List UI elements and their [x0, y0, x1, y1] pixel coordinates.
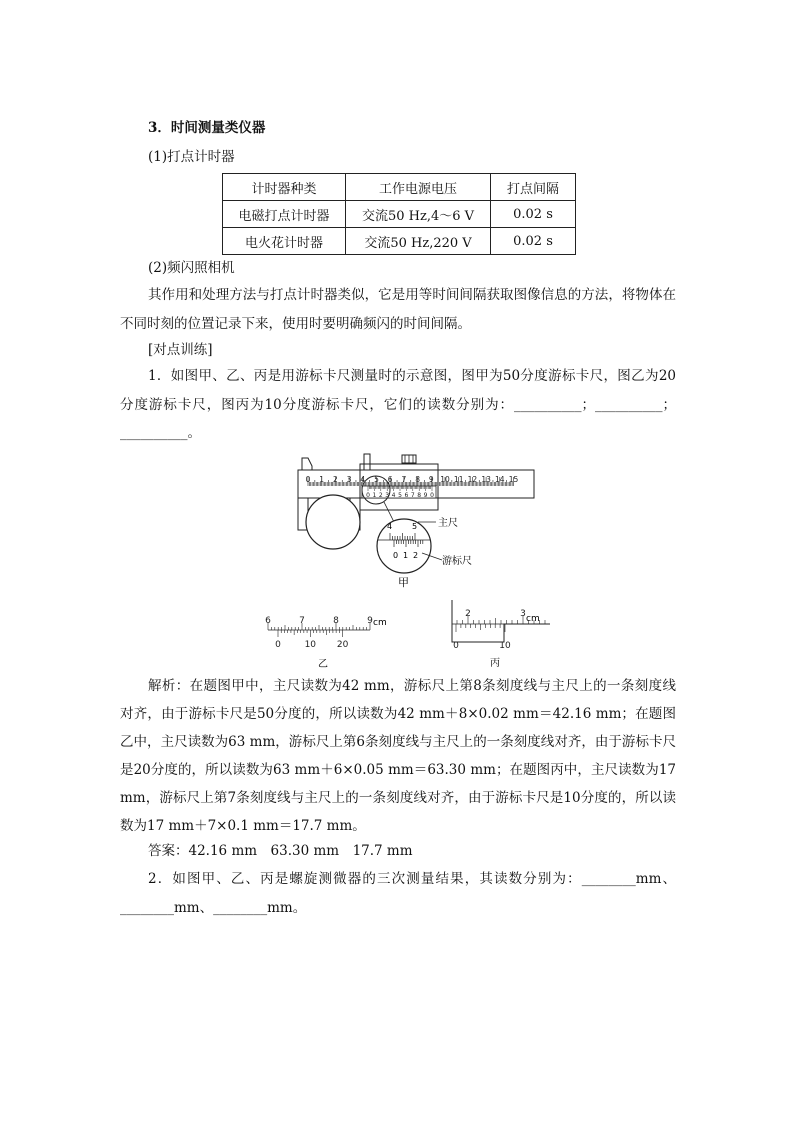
table-header-cell: 工作电源电压	[346, 174, 491, 201]
vernier-scale-tick-label: 9	[423, 492, 428, 499]
main-scale-tick-label: 10	[440, 475, 450, 484]
zoom-vernier-label: 2	[413, 551, 419, 560]
vernier-scale-tick-label: 20	[336, 640, 349, 650]
vernier-scale-tick-label: 10	[499, 641, 511, 651]
main-scale-tick-label: 2	[465, 609, 471, 619]
table-header-cell: 打点间隔	[491, 174, 576, 201]
timer-table	[222, 173, 576, 255]
main-scale-tick-label: 9	[428, 475, 434, 484]
table-cell: 电火花计时器	[223, 228, 346, 255]
main-scale-tick-label: 0	[305, 475, 311, 484]
table-row	[223, 228, 576, 255]
table-cell: 交流50 Hz,220 V	[346, 228, 491, 255]
practice-label: [对点训练]	[148, 342, 213, 358]
vernier-scale-tick-label: 3	[385, 492, 390, 499]
table-cell: 电磁打点计时器	[223, 201, 346, 228]
table-cell: 0.02 s	[491, 228, 576, 255]
main-scale-tick-label: 6	[265, 616, 271, 626]
vernier-scale-tick-label: 0	[430, 492, 434, 499]
vernier-scale-tick-label: 10	[304, 640, 317, 650]
main-scale-tick-label: 1	[319, 475, 325, 484]
main-scale-tick-label: 3	[346, 475, 352, 484]
vernier-scale-tick-label: 2	[378, 492, 383, 499]
zoom-main-label: 4	[387, 522, 393, 531]
main-scale-tick-label: 3	[520, 609, 526, 619]
vernier-scale-tick-label: 0	[453, 641, 459, 651]
caliper-figure-yi	[258, 610, 398, 672]
answer-line: 答案：42.16 mm 63.30 mm 17.7 mm	[148, 843, 413, 859]
zoom-main-label: 5	[412, 522, 418, 531]
figure-caption-yi: 乙	[318, 659, 328, 670]
vernier-scale-tick-label: 7	[410, 492, 415, 499]
vernier-scale-tick-label: 1	[372, 492, 377, 499]
zoom-vernier-label: 0	[393, 551, 399, 560]
camera-paragraph: 其作用和处理方法与打点计时器类似，它是用等时间间隔获取图像信息的方法，将物体在不同时刻的位置记录下来，使用时要明确频闪的时间间隔。	[120, 287, 676, 332]
unit-label-yi: cm	[373, 618, 387, 628]
main-scale-label: 主尺	[438, 518, 458, 529]
main-scale-tick-label: 15	[508, 475, 519, 484]
table-header-row	[223, 174, 576, 201]
main-scale-tick-label: 8	[415, 475, 420, 484]
subheading-timer: (1)打点计时器	[148, 149, 235, 165]
main-scale-tick-label: 9	[367, 616, 373, 626]
main-scale-tick-label: 7	[401, 475, 407, 484]
main-scale-tick-label: 2	[333, 475, 338, 484]
vernier-scale-tick-label: 0	[366, 492, 370, 499]
main-scale-tick-label: 13	[481, 475, 491, 484]
figure-caption-bing: 丙	[490, 658, 500, 669]
vernier-scale-tick-label: 5	[398, 492, 402, 499]
table-cell: 交流50 Hz,4～6 V	[346, 201, 491, 228]
main-scale-tick-label: 8	[333, 616, 339, 626]
vernier-scale-tick-label: 4	[391, 492, 396, 499]
vernier-scale-tick-label: 6	[404, 492, 409, 499]
figure-caption-jia: 甲	[398, 576, 409, 589]
main-scale-tick-label: 6	[387, 475, 393, 484]
caliper-figure-bing	[446, 598, 556, 672]
vernier-scale-label: 游标尺	[442, 556, 472, 567]
main-scale-tick-label: 7	[299, 616, 305, 626]
zoom-vernier-label: 1	[403, 551, 409, 560]
vernier-scale-tick-label: 8	[417, 492, 422, 499]
subheading-camera: (2)频闪照相机	[148, 260, 235, 276]
unit-label-bing: cm	[526, 614, 540, 624]
main-scale-tick-label: 12	[467, 475, 478, 484]
table-cell: 0.02 s	[491, 201, 576, 228]
main-scale-tick-label: 11	[453, 475, 464, 484]
analysis-paragraph: 解析：在题图甲中，主尺读数为42 mm，游标尺上第8条刻度线与主尺上的一条刻度线对齐，由于游标卡尺是50分度的，所以读数为42 mm＋8×0.02 mm＝42.16 mm；在题图乙中，主尺读数为63 mm，游标尺上第6条刻度线与主尺上的一条刻度线对齐，由于游标卡尺是20分度的，所以读数为63 mm＋6×0.05 mm＝63.30 mm；在题图丙中，主尺读数为17 mm，游标尺上第7条刻度线与主尺上的一条刻度线对齐，由于游标卡尺是10分度的，所以读数为17 mm＋7×0.1 mm＝17.7 mm。	[120, 678, 676, 834]
question-2: 2．如图甲、乙、丙是螺旋测微器的三次测量结果，其读数分别为：________mm、________mm、________mm。	[120, 871, 676, 916]
table-row	[223, 201, 576, 228]
caliper-figure-jia	[290, 450, 550, 592]
main-scale-tick-label: 14	[495, 475, 505, 484]
vernier-scale-tick-label: 0	[275, 640, 281, 650]
section-heading: 3．时间测量类仪器	[148, 120, 266, 136]
main-scale-tick-label: 4	[360, 475, 366, 484]
question-1: 1．如图甲、乙、丙是用游标卡尺测量时的示意图，图甲为50分度游标卡尺，图乙为20分度游标卡尺，图丙为10分度游标卡尺，它们的读数分别为：__________；__________；__________。	[120, 368, 676, 441]
table-header-cell: 计时器种类	[223, 174, 346, 201]
main-scale-tick-label: 5	[374, 475, 379, 484]
